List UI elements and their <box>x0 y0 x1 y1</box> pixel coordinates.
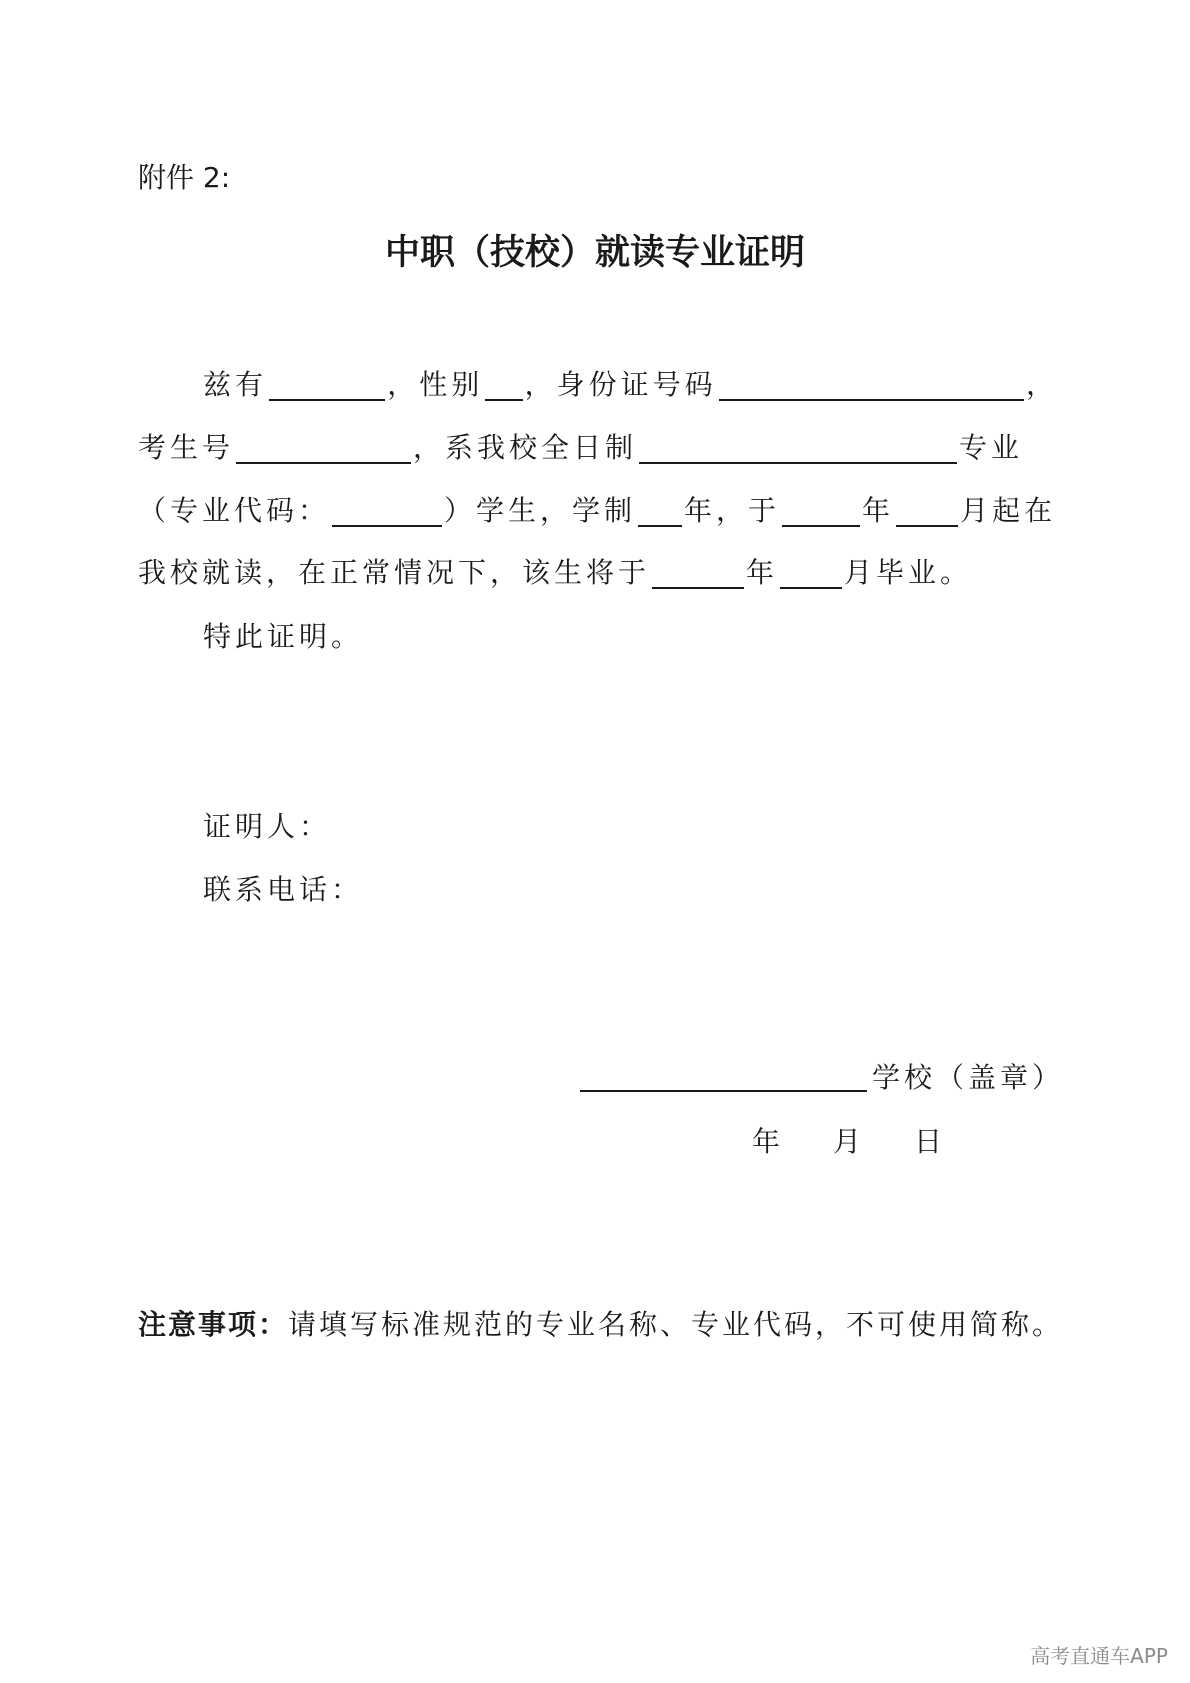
certifier-label: 证明人： <box>203 810 332 843</box>
date-day-label: 日 <box>914 1125 947 1158</box>
text-month-start: 月起在 <box>960 494 1057 527</box>
id-number-blank[interactable] <box>719 369 1024 401</box>
graduation-month-blank[interactable] <box>780 557 842 589</box>
document-title: 中职（技校）就读专业证明 <box>384 233 805 273</box>
text-exam-number: 考生号 <box>138 431 235 464</box>
text-study-length: ）学生，学制 <box>444 494 637 527</box>
gender-blank[interactable] <box>485 369 522 401</box>
text-major: 专业 <box>959 431 1024 464</box>
graduation-year-blank[interactable] <box>652 557 744 589</box>
text-major-code: （专业代码： <box>138 494 331 527</box>
text-grad-year: 年 <box>746 556 779 589</box>
date-year-label: 年 <box>752 1125 785 1158</box>
text-grad-month: 月毕业。 <box>844 556 973 589</box>
study-years-blank[interactable] <box>638 495 682 527</box>
text-id-number: ，身份证号码 <box>524 368 717 401</box>
exam-number-blank[interactable] <box>236 432 411 464</box>
text-zi-you: 兹有 <box>203 368 268 401</box>
text-comma: ， <box>1025 368 1058 401</box>
attachment-label: 附件 2: <box>138 161 231 194</box>
text-graduation: 我校就读，在正常情况下，该生将于 <box>138 556 651 589</box>
name-blank[interactable] <box>269 369 385 401</box>
body-line-3 <box>138 491 1058 531</box>
closing-text: 特此证明。 <box>203 620 364 653</box>
text-gender: ，性别 <box>387 368 484 401</box>
note <box>138 1305 1063 1345</box>
start-month-blank[interactable] <box>896 495 958 527</box>
major-code-blank[interactable] <box>332 495 442 527</box>
body-line-1 <box>203 365 1058 405</box>
text-year: 年 <box>862 494 895 527</box>
text-year-from: 年，于 <box>684 494 781 527</box>
body-line-2 <box>138 428 1058 468</box>
school-name-blank[interactable] <box>580 1090 867 1092</box>
major-blank[interactable] <box>639 432 957 464</box>
body-line-4 <box>138 553 1058 593</box>
note-label: 注意事项： <box>138 1308 289 1341</box>
note-text: 请填写标准规范的专业名称、专业代码，不可使用简称。 <box>288 1308 1064 1341</box>
date-month-label: 月 <box>833 1125 866 1158</box>
start-year-blank[interactable] <box>782 495 860 527</box>
school-stamp-label: 学校（盖章） <box>872 1061 1065 1094</box>
phone-label: 联系电话： <box>203 873 364 906</box>
watermark: 高考直通车APP <box>1030 1644 1168 1668</box>
text-fulltime: ，系我校全日制 <box>413 431 638 464</box>
